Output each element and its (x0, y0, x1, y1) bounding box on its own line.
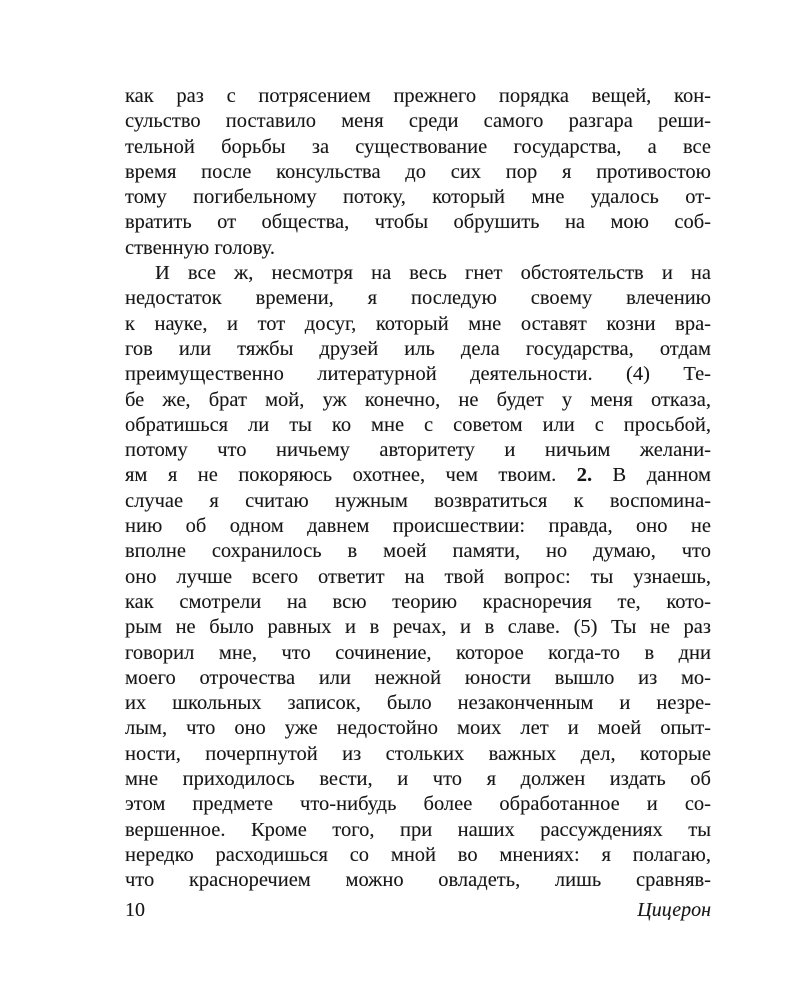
text-line: случае я считаю нужным возвратиться к воспомина- (125, 489, 711, 512)
text-line: тому погибельному потоку, который мне удалось от- (125, 186, 711, 209)
text-line: моего отрочества или нежной юности вышло из мо- (125, 666, 711, 689)
text-line: вершенное. Кроме того, при наших рассуждениях ты (125, 818, 711, 841)
text-line: лым, что оно уже недостойно моих лет и моей опыт- (125, 717, 711, 740)
text-line: мне приходилось вести, и что я должен издать об (125, 768, 711, 791)
text-line: потому что ничьему авторитету и ничьим желани- (125, 439, 711, 462)
running-title: Цицерон (637, 899, 711, 921)
text-line: что красноречием можно овладеть, лишь сравняв- (125, 869, 711, 892)
text-line: сульство поставило меня среди самого разгара реши- (125, 110, 711, 133)
text-line: рым не было равных и в речах, и в славе. (5) Ты не раз (125, 616, 711, 639)
text-line: время после консульства до сих пор я противостою (125, 160, 711, 183)
text-line: ственную голову. (125, 236, 276, 259)
text-line: недостаток времени, я последую своему влечению (125, 287, 711, 310)
text-line: преимущественно литературной деятельности. (4) Те- (125, 363, 711, 386)
text-line: оно лучше всего ответит на твой вопрос: ты узнаешь, (125, 565, 711, 588)
text-line: обратишься ли ты ко мне с советом или с просьбой, (125, 413, 711, 436)
page-footer (125, 899, 711, 922)
text-line: говорил мне, что сочинение, которое когда-то в дни (125, 641, 711, 664)
text-line: вполне сохранилось в моей памяти, но думаю, что (125, 540, 711, 563)
text-segment: В данном (592, 464, 712, 487)
text-line (125, 463, 711, 488)
text-line: гов или тяжбы друзей иль дела государства, отдам (125, 337, 711, 360)
text-line: тельной борьбы за существование государства, а все (125, 135, 711, 158)
text-line: нию об одном давнем происшествии: правда, оно не (125, 515, 711, 538)
text-line: к науке, и тот досуг, который мне оставят козни вра- (125, 312, 711, 335)
text-line: их школьных записок, было незаконченным и незре- (125, 692, 711, 715)
text-line: как раз с потрясением прежнего порядка вещей, кон- (125, 85, 711, 107)
text-line: бе же, брат мой, уж конечно, не будет у меня отказа, (125, 388, 711, 411)
page-number: 10 (125, 899, 145, 921)
text-line: ности, почерпнутой из стольких важных дел, которые (125, 742, 711, 765)
text-line: как смотрели на всю теорию красноречия те, кото- (125, 590, 711, 613)
text-segment: ям я не покоряюсь охотнее, чем твоим. (125, 464, 577, 487)
page-body (125, 84, 711, 894)
text-line: этом предмете что-нибудь более обработанное и со- (125, 793, 711, 816)
section-number: 2. (576, 464, 593, 487)
text-line: нередко расходишься со мной во мнениях: я полагаю, (125, 843, 711, 866)
text-line: вратить от общества, чтобы обрушить на мою соб- (125, 211, 711, 234)
text-line: И все ж, несмотря на весь гнет обстоятельств и на (155, 262, 711, 285)
